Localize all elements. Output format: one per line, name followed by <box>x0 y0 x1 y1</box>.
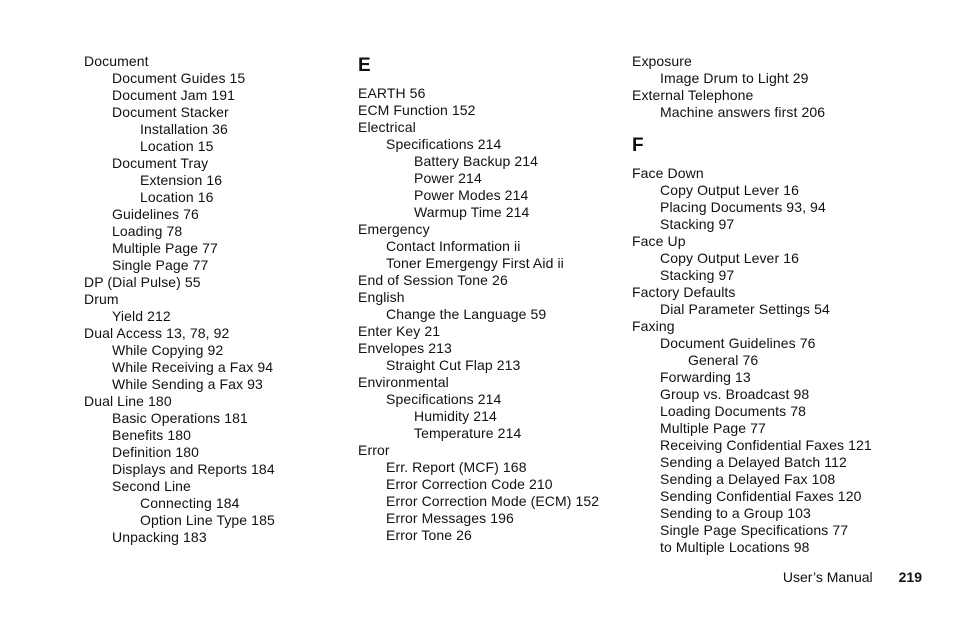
index-entry: Dual Access 13, 78, 92 <box>84 325 230 341</box>
index-entry: Faxing <box>632 318 675 334</box>
index-entry: Exposure <box>632 53 692 69</box>
index-subentry: Document Jam 191 <box>112 87 235 103</box>
index-subentry: Specifications 214 <box>386 391 502 407</box>
index-entry: Enter Key 21 <box>358 323 441 339</box>
index-subentry: Toner Emergengy First Aid ii <box>386 255 564 271</box>
index-subentry: Option Line Type 185 <box>140 512 275 528</box>
index-entry: Document <box>84 53 149 69</box>
index-subentry: While Copying 92 <box>112 342 224 358</box>
index-subentry: While Receiving a Fax 94 <box>112 359 274 375</box>
page-number: 219 <box>898 569 922 585</box>
index-subentry: Location 15 <box>140 138 214 154</box>
index-subentry: Warmup Time 214 <box>414 204 530 220</box>
index-subentry: Second Line <box>112 478 191 494</box>
index-subentry: Temperature 214 <box>414 425 522 441</box>
index-subentry: Copy Output Lever 16 <box>660 250 799 266</box>
index-column-3 <box>632 53 932 556</box>
index-subentry: Document Guides 15 <box>112 70 246 86</box>
index-subentry: Loading 78 <box>112 223 183 239</box>
index-subentry: Contact Information ii <box>386 238 521 254</box>
index-subentry: Change the Language 59 <box>386 306 547 322</box>
index-entry: External Telephone <box>632 87 754 103</box>
index-subentry: Displays and Reports 184 <box>112 461 275 477</box>
index-subentry: Err. Report (MCF) 168 <box>386 459 527 475</box>
index-subentry: Forwarding 13 <box>660 369 751 385</box>
index-entry: Face Down <box>632 165 704 181</box>
index-subentry: Receiving Confidential Faxes 121 <box>660 437 872 453</box>
index-column-2 <box>358 53 623 544</box>
index-subentry: General 76 <box>688 352 759 368</box>
index-subentry: Single Page 77 <box>112 257 209 273</box>
index-subentry: Sending a Delayed Batch 112 <box>660 454 847 470</box>
index-subentry: Multiple Page 77 <box>112 240 218 256</box>
index-subentry: Error Correction Code 210 <box>386 476 553 492</box>
index-entry: Environmental <box>358 374 449 390</box>
index-subentry: Sending a Delayed Fax 108 <box>660 471 836 487</box>
index-entry: Factory Defaults <box>632 284 736 300</box>
entries-e-continued <box>632 53 932 121</box>
index-subentry: Straight Cut Flap 213 <box>386 357 521 373</box>
index-subentry: Guidelines 76 <box>112 206 199 222</box>
index-subentry: Basic Operations 181 <box>112 410 248 426</box>
index-subentry: Humidity 214 <box>414 408 497 424</box>
index-subentry: Single Page Specifications 77 <box>660 522 849 538</box>
index-subentry: Specifications 214 <box>386 136 502 152</box>
entries-e <box>358 85 623 544</box>
index-subentry: Definition 180 <box>112 444 200 460</box>
index-subentry: Placing Documents 93, 94 <box>660 199 826 215</box>
section-letter-f: F <box>632 135 644 156</box>
index-subentry: Yield 212 <box>112 308 171 324</box>
page-footer <box>783 569 922 586</box>
index-entry: Emergency <box>358 221 430 237</box>
index-subentry: Battery Backup 214 <box>414 153 538 169</box>
index-subentry: Machine answers first 206 <box>660 104 826 120</box>
index-entry: End of Session Tone 26 <box>358 272 508 288</box>
manual-title: User’s Manual <box>782 569 873 585</box>
index-entry: English <box>358 289 405 305</box>
index-entry: Envelopes 213 <box>358 340 452 356</box>
index-subentry: Loading Documents 78 <box>660 403 806 419</box>
index-column-1 <box>84 53 344 546</box>
index-entry: ECM Function 152 <box>358 102 476 118</box>
index-entry: Electrical <box>358 119 416 135</box>
index-entry: DP (Dial Pulse) 55 <box>84 274 201 290</box>
index-entry: Error <box>358 442 390 458</box>
index-subentry: Sending to a Group 103 <box>660 505 811 521</box>
index-entry: Face Up <box>632 233 686 249</box>
index-subentry: Installation 36 <box>140 121 228 137</box>
index-subentry: Document Guidelines 76 <box>660 335 816 351</box>
index-subentry: to Multiple Locations 98 <box>660 539 810 555</box>
index-subentry: Error Tone 26 <box>386 527 472 543</box>
index-subentry: Group vs. Broadcast 98 <box>660 386 810 402</box>
index-subentry: Stacking 97 <box>660 267 735 283</box>
index-entry: Drum <box>84 291 119 307</box>
index-subentry: Extension 16 <box>140 172 223 188</box>
index-entry: Dual Line 180 <box>84 393 172 409</box>
index-subentry: Sending Confidential Faxes 120 <box>660 488 862 504</box>
index-subentry: Document Tray <box>112 155 209 171</box>
index-subentry: Power 214 <box>414 170 482 186</box>
index-subentry: While Sending a Fax 93 <box>112 376 263 392</box>
index-subentry: Benefits 180 <box>112 427 192 443</box>
index-subentry: Power Modes 214 <box>414 187 529 203</box>
index-subentry: Copy Output Lever 16 <box>660 182 799 198</box>
index-subentry: Error Messages 196 <box>386 510 514 526</box>
index-subentry: Location 16 <box>140 189 214 205</box>
index-subentry: Multiple Page 77 <box>660 420 766 436</box>
index-subentry: Stacking 97 <box>660 216 735 232</box>
index-subentry: Image Drum to Light 29 <box>660 70 809 86</box>
index-subentry: Document Stacker <box>112 104 229 120</box>
section-letter-e: E <box>358 55 371 76</box>
index-subentry: Dial Parameter Settings 54 <box>660 301 830 317</box>
index-subentry: Unpacking 183 <box>112 529 207 545</box>
index-subentry: Error Correction Mode (ECM) 152 <box>386 493 600 509</box>
entries-f <box>632 165 932 556</box>
index-subentry: Connecting 184 <box>140 495 240 511</box>
index-entry: EARTH 56 <box>358 85 426 101</box>
